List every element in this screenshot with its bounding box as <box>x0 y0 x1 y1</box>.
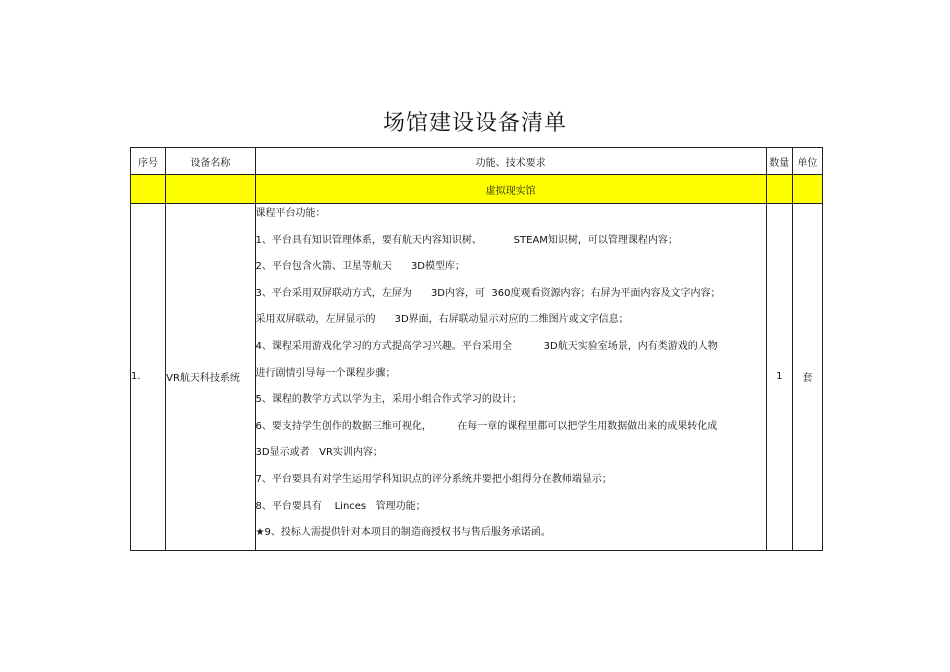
row-unit: 套 <box>792 204 822 551</box>
header-unit: 单位 <box>792 148 822 175</box>
spec-line: 5、课程的教学方式以学为主，采用小组合作式学习的设计； <box>255 394 522 406</box>
spec-line: 1、平台具有知识管理体系，要有航天内容知识树、 STEAM知识树，可以管理课程内容； <box>255 234 678 246</box>
header-device-name: 设备名称 <box>166 148 255 175</box>
section-cell-empty <box>131 175 166 204</box>
page-title: 场馆建设设备清单 <box>382 111 567 136</box>
row-serial: 1. <box>131 204 166 551</box>
spec-line: 7、平台要具有对学生运用学科知识点的评分系统并要把小组得分在教师端显示； <box>255 473 612 485</box>
spec-line: 6、要支持学生创作的数据三维可视化， 在每一章的课程里都可以把学生用数据做出来的成果转化成 <box>255 420 718 432</box>
header-quantity: 数量 <box>766 148 792 175</box>
header-requirements: 功能、技术要求 <box>255 148 766 175</box>
spec-line: 采用双屏联动，左屏显示的 3D界面，右屏联动显示对应的二维图片或文字信息； <box>255 314 629 326</box>
row-device-name: VR航天科技系统 <box>166 204 255 551</box>
spec-line: 3D显示或者 VR实训内容； <box>255 447 383 459</box>
table-row <box>131 204 823 551</box>
section-cell-empty <box>766 175 792 204</box>
row-quantity: 1 <box>766 204 792 551</box>
section-cell-empty <box>792 175 822 204</box>
spec-line: ★9、投标人需提供针对本项目的制造商授权书与售后服务承诺函。 <box>255 527 551 539</box>
spec-line: 进行剧情引导每一个课程步骤； <box>255 367 396 379</box>
spec-line: 3、平台采用双屏联动方式，左屏为 3D内容，可 360度观看资源内容；右屏为平面内容及文字内容； <box>255 287 721 299</box>
section-row <box>131 175 823 204</box>
row-requirements <box>255 204 766 551</box>
spec-line: 课程平台功能： <box>255 208 326 219</box>
spec-line: 4、课程采用游戏化学习的方式提高学习兴趣。平台采用全 3D航天实验室场景，内有类游戏的人物 <box>255 340 718 352</box>
equipment-table <box>130 147 823 551</box>
section-cell-empty <box>166 175 255 204</box>
table-header-row <box>131 148 823 175</box>
spec-line: 8、平台要具有 Linces 管理功能； <box>255 500 426 512</box>
header-serial: 序号 <box>131 148 166 175</box>
spec-line: 2、平台包含火箭、卫星等航天 3D模型库； <box>255 261 466 273</box>
section-title: 虚拟现实馆 <box>255 175 766 204</box>
